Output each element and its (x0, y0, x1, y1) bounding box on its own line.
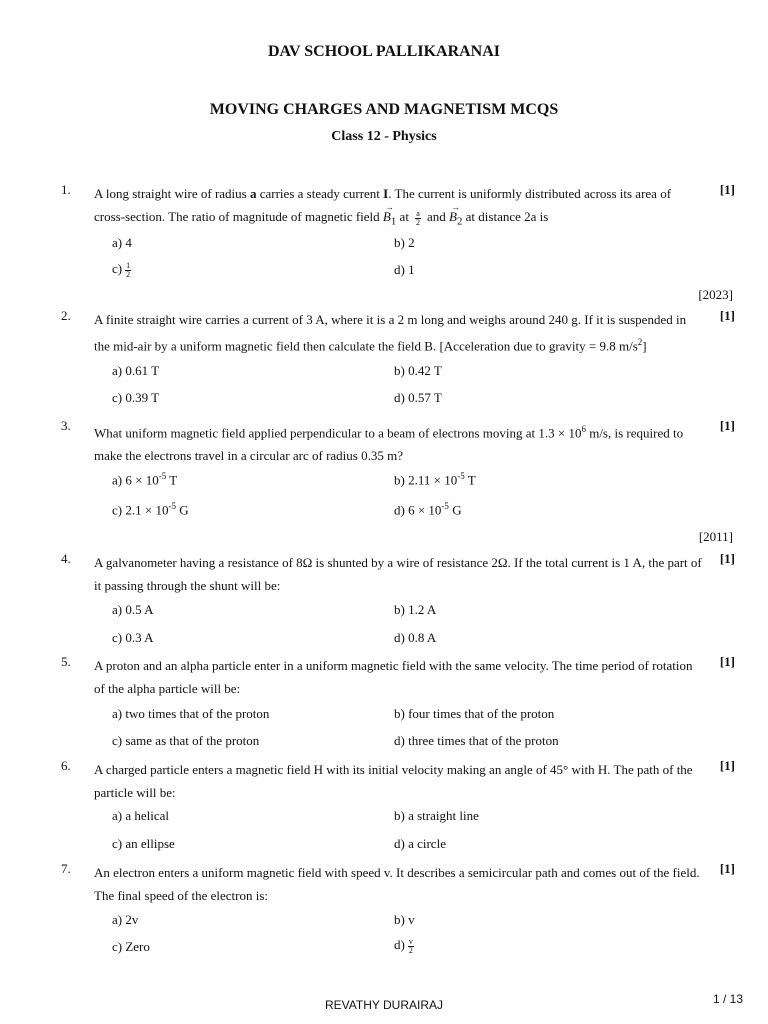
mark-badge: [1] (719, 861, 735, 876)
question-number: 4. (61, 551, 71, 566)
year-tag: [2023] (698, 287, 733, 302)
question-text: What uniform magnetic field applied perpendicular to a beam of electrons moving at $1.3 \times 10^6$ m/s, is required to make the electrons travel in a circular arc of radius 0.35 m? (94, 424, 684, 464)
question-text: A finite straight wire carries a current of 3 A, where it is a 2 m long and weighs around 240 g. If it is suspended in the mid-air by a uniform magnetic field then calculate the field B. [Acceleration due to gravity = 9.8 $m/s^2$] (94, 312, 687, 354)
option-a: a) $6 \times 10^{-5}$ T (112, 471, 178, 488)
document-title: MOVING CHARGES AND MAGNETISM MCQS (209, 101, 559, 118)
option-a: a) 2v (112, 912, 139, 927)
question-text: A galvanometer having a resistance of 8Ω is shunted by a wire of resistance 2Ω. If the total current is 1 A, the part of it passing through the shunt will be: (94, 555, 702, 593)
question-number: 3. (61, 418, 71, 433)
option-b: b) 2 (394, 235, 415, 250)
fraction-v-over-2: $\frac{v}{2}$ (408, 936, 413, 955)
question-number: 5. (61, 654, 71, 669)
option-d: d) a circle (394, 836, 446, 851)
option-a: a) two times that of the proton (112, 706, 270, 721)
option-c: c) $\frac{1}{2}$ (112, 260, 131, 279)
question-number: 1. (61, 182, 71, 197)
option-d: d) $6 \times 10^{-5}$ G (394, 501, 462, 518)
option-d: d) three times that of the proton (394, 733, 559, 748)
option-d: d) 1 (394, 262, 415, 277)
mark-badge: [1] (719, 182, 735, 197)
option-a: a) a helical (112, 808, 170, 823)
option-c: c) same as that of the proton (112, 733, 260, 748)
option-b: b) four times that of the proton (394, 706, 555, 721)
question-text: A proton and an alpha particle enter in a uniform magnetic field with the same velocity. The time period of rotation of the alpha particle will be: (94, 658, 693, 696)
question-number: 7. (61, 861, 71, 876)
page-number: 1 / 13 (712, 992, 743, 1006)
option-d: d) $\frac{v}{2}$ (394, 936, 413, 955)
school-name: DAV SCHOOL PALLIKARANAI (267, 43, 501, 60)
option-b: b) 1.2 A (394, 602, 437, 617)
option-b: b) a straight line (394, 808, 479, 823)
mark-badge: [1] (719, 758, 735, 773)
option-c: c) $2.1 \times 10^{-5}$ G (112, 501, 189, 518)
footer-author: REVATHY DURAIRAJ (324, 998, 444, 1012)
option-b: b) 0.42 T (394, 363, 442, 378)
question-number: 6. (61, 758, 71, 773)
question-text: A charged particle enters a magnetic field H with its initial velocity making an angle of 45° with H. The path of the particle will be: (94, 762, 693, 800)
mark-badge: [1] (719, 654, 735, 669)
year-tag: [2011] (698, 529, 733, 544)
option-c: c) an ellipse (112, 836, 175, 851)
document-subtitle: Class 12 - Physics (331, 129, 437, 144)
option-b: b) $2.11 \times 10^{-5}$ T (394, 471, 476, 488)
mark-badge: [1] (719, 418, 735, 433)
fraction-a-over-2: $\frac{a}{2}$ (415, 208, 420, 227)
option-c: c) 0.39 T (112, 390, 160, 405)
option-d: d) 0.57 T (394, 390, 442, 405)
option-a: a) 0.61 T (112, 363, 160, 378)
option-d: d) 0.8 A (394, 630, 437, 645)
option-a: a) 0.5 A (112, 602, 154, 617)
question-text: A long straight wire of radius a carries a steady current I. The current is uniformly distributed across its area of cross-section. The ratio of magnitude of magnetic field → $B_1$ at $\frac{a}{2}$ and → $B_2$ at distance 2a is (94, 182, 702, 234)
option-a: a) 4 (112, 235, 132, 250)
option-c: c) Zero (112, 939, 150, 954)
option-b: b) v (394, 912, 415, 927)
mark-badge: [1] (719, 308, 735, 323)
mark-badge: [1] (719, 551, 735, 566)
question-number: 2. (61, 308, 71, 323)
option-c: c) 0.3 A (112, 630, 154, 645)
question-text: An electron enters a uniform magnetic field with speed v. It describes a semicircular path and comes out of the field. The final speed of the electron is: (94, 865, 700, 903)
